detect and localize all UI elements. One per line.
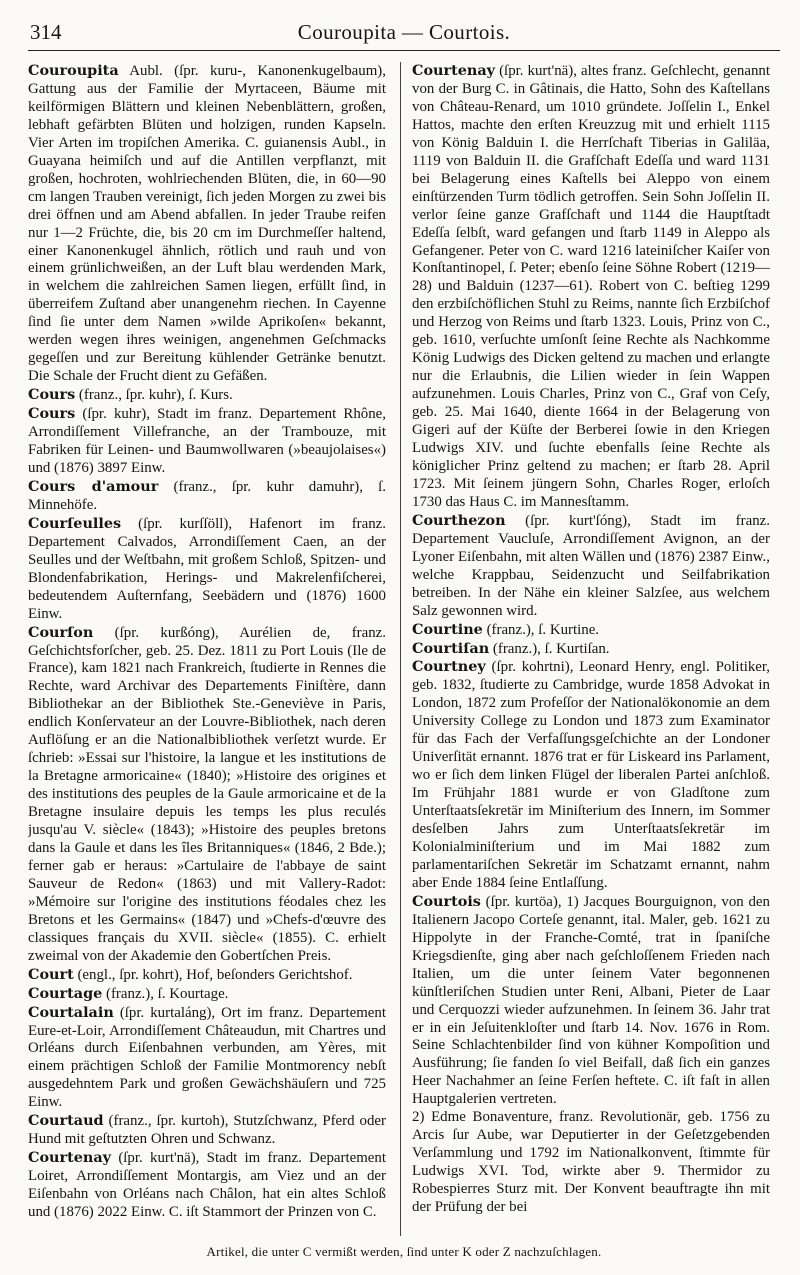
page-footer-note: Artikel, die unter C vermißt werden, ſind unter K oder Z nachzuſchlagen. bbox=[206, 1244, 602, 1259]
entry-headword: Cours d'amour bbox=[28, 477, 159, 495]
entry-headword: Couroupita bbox=[28, 62, 119, 79]
left-column bbox=[28, 62, 386, 1236]
running-title: Couroupita — Courtois. bbox=[297, 20, 511, 44]
entry-headword: Cours bbox=[28, 386, 76, 404]
dictionary-entry bbox=[412, 1109, 770, 1217]
entry-headword: Courſeulles bbox=[28, 514, 122, 532]
entry-text: (ſpr. kurtöa), 1) Jacques Bourguignon, von den Italienern Jacopo Corteſe genannt, ital. Maler, geb. 1621 zu Hippolyte in der Franche-Comté, trat in ſpaniſche Kriegsdienſte, ging aber nach geſchloſſenem Frieden nach Italien, um die unter ſeinem Vater begonnenen künſtleriſchen Studien unter Reni, Albani, Pieter de Laar und Cerquozzi wieder aufzunehmen. In ſeinem 36. Jahr trat er in ein Jeſuitenkloſter und ſtarb 14. Nov. 1676 in Rom. Seine Schlachtenbilder ſind von kühner Kompoſition und Ausführung; ſie fanden ſo viel Beifall, daß ſich ein ganzes Heer Nachahmer an ſeine Ferſen heftete. C. iſt faſt in allen Hauptgalerien vertreten. bbox=[412, 893, 770, 1108]
entry-text: (franz., ſpr. kurtoh), Stutzſchwanz, Pferd oder Hund mit geſtutzten Ohren und Schwanz. bbox=[28, 1113, 386, 1148]
entry-headword: Courtney bbox=[412, 658, 486, 676]
entry-text: (ſpr. kohrtni), Leonard Henry, engl. Politiker, geb. 1832, ſtudierte zu Cambridge, wurde 1858 Advokat in London, 1872 zum Profeſſor der Nationalökonomie an dem University College zu London und 1873 zum Examinator für das Fach der Verfaſſungsgeſchichte an der Londoner Univerſität ernannt. 1876 trat er für Liskeard ins Parlament, wo er ſich dem linken Flügel der liberalen Partei anſchloß. Im Frühjahr 1881 wurde er von Gladſtone zum Unterſtaatsſekretär im Miniſterium des Innern, im Sommer desſelben Jahrs zum Unterſtaatsſekretär im Kolonialminiſterium und im Mai 1882 zum parlamentariſchen Sekretär im Schatzamt ernannt, nahm aber Ende 1884 ſeine Entlaſſung. bbox=[412, 659, 770, 891]
dictionary-entry bbox=[28, 405, 386, 478]
entry-text: (franz.), ſ. Kurtine. bbox=[482, 621, 600, 638]
dictionary-entry bbox=[28, 1004, 386, 1113]
entry-text: (ſpr. kurt'ſóng), Stadt im franz. Departement Vaucluſe, Arrondiſſement Avignon, an der Lyoner Eiſenbahn, mit alten Wällen und (1876) 2387 Einw., welche Krappbau, Seidenzucht und Seilfabrikation betreiben. In der Nähe ein kleiner Salzſee, aus welchem Salz gewonnen wird. bbox=[412, 512, 770, 619]
dictionary-entry bbox=[28, 386, 386, 405]
entry-headword: Courtenay bbox=[412, 62, 496, 79]
entry-headword: Courtaud bbox=[28, 1112, 104, 1130]
dictionary-entry bbox=[28, 515, 386, 624]
entry-text: (franz., ſpr. kuhr damuhr), ſ. Minnehöfe. bbox=[28, 478, 386, 513]
dictionary-entry bbox=[28, 1149, 386, 1222]
entry-text: (ſpr. kurt'nä), altes franz. Geſchlecht, genannt von der Burg C. in Gâtinais, die Hatto, Sohn des Kaſtellans von Château-Renard, um 1010 gründete. Joſſelin I., Enkel Hattos, machte den erſten Kreuzzug mit und erhielt 1115 von König Balduin I. die Herrſchaft Tiberias in Galiläa, 1119 von Balduin II. die Grafſchaft Edeſſa und ward 1131 bei Belagerung eines Kaſtells bei Aleppo von einem einſtürzenden Turm tödlich getroffen. Sein Sohn Joſſelin II. verlor ſeine ganze Grafſchaft und 1144 die Hauptſtadt Edeſſa ſelbſt, ward gefangen und ſtarb 1149 in Aleppo als Gefangener. Peter von C. ward 1216 lateiniſcher Kaiſer von Konſtantinopel, ſ. Peter; ebenſo ſeine Söhne Robert (1219—28) und Balduin (1237—61). Robert von C. beſtieg 1299 den erzbiſchöflichen Stuhl zu Reims, nannte ſich Erzbiſchof und Herzog von Reims und ſtarb 1323. Louis, Prinz von C., geb. 1610, verſuchte umſonſt ſeine Rechte als Nachkomme König Ludwigs des Dicken geltend zu machen und erlangte nur die Erlaubnis, die Lilien wieder in ſein Wappen aufzunehmen. Louis Charles, Prinz von C., Graf von Ceſy, geb. 25. Mai 1640, diente 1664 in der Belagerung von Gigeri auf der Küſte der Berberei ſowie in den Kriegen Ludwigs XIV. und ſuchte ebenfalls ſeine Rechte als königlicher Prinz geltend zu machen; er ſtarb 28. April 1723. Mit ſeinem jüngern Sohn, Charles Roger, erloſch 1730 das Haus C. im Mannesſtamm. bbox=[412, 63, 770, 510]
entry-text: Aubl. (ſpr. kuru-, Kanonenkugelbaum), Gattung aus der Familie der Myrtaceen, Bäume mit keilförmigen Blättern und kleinen Nebenblättern, großen, lebhaft gefärbten Blüten und holzigen, runden Kapseln. Vier Arten im tropiſchen Amerika. C. guianensis Aubl., in Guayana heimiſch und auf die Antillen verpflanzt, mit großen, hochroten, wohlriechenden Blüten, die, in 60—90 cm langen Trauben vereinigt, ſich jeden Morgen zu zwei bis drei öffnen und am Abend abfallen. In jeder Traube reifen nur 1—2 Früchte, die, bis 20 cm im Durchmeſſer haltend, einer Kanonenkugel ähnlich, rötlich und rauh und von einem grünlichweißen, an der Luft blau werdenden Mark, in welchem die zahlreichen Samen liegen, erfüllt ſind, in überreifem Zuſtand aber unangenehm riechen. In Cayenne ſind ſie unter dem Namen »wilde Aprikoſen« bekannt, werden wegen ihres weinigen, angenehmen Geſchmacks gegeſſen und zur Bereitung kühlender Getränke benutzt. Die Schale der Frucht dient zu Gefäßen. bbox=[28, 63, 386, 385]
entry-headword: Courtalain bbox=[28, 1003, 114, 1021]
entry-headword: Courtois bbox=[412, 892, 481, 910]
entry-headword: Courthezon bbox=[412, 511, 506, 529]
dictionary-entry bbox=[28, 478, 386, 515]
entry-text: (franz.), ſ. Kurtiſan. bbox=[489, 640, 610, 657]
entry-text: (ſpr. kurſſöll), Hafenort im franz. Departement Calvados, Arrondiſſement Caen, an der Seulles und der Weſtbahn, mit großem Schloß, Spitzen- und Blondenfabrikation, Herings- und Makrelenfiſcherei, bedeutendem Auſternfang, Seebädern und (1876) 1600 Einw. bbox=[28, 515, 386, 622]
entry-text: 2) Edme Bonaventure, franz. Revolutionär, geb. 1756 zu Arcis ſur Aube, war Deputierter in der Geſetzgebenden Verſammlung und 1792 im Nationalkonvent, ſtimmte für Ludwigs XVI. Tod, wirkte aber 9. Thermidor zu Robespierres Sturz mit. Der Konvent beauftragte ihn mit der Prüfung der bei bbox=[412, 1109, 770, 1216]
right-column bbox=[412, 62, 770, 1236]
dictionary-entry bbox=[28, 966, 386, 985]
dictionary-entry bbox=[28, 624, 386, 966]
dictionary-entry bbox=[412, 621, 770, 640]
entry-headword: Cours bbox=[28, 405, 76, 423]
entry-headword: Courtage bbox=[28, 984, 103, 1002]
entry-text: (ſpr. kurt'nä), Stadt im franz. Departement Loiret, Arrondiſſement Montargis, am Viez und an der Eiſenbahn von Orléans nach Châlon, hat ein altes Schloß und (1876) 2022 Einw. C. iſt Stammort der Prinzen von C. bbox=[28, 1150, 386, 1221]
dictionary-entry bbox=[412, 893, 770, 1109]
entry-headword: Courtine bbox=[412, 620, 483, 638]
dictionary-entry bbox=[412, 62, 770, 512]
entry-text: (ſpr. kurßóng), Aurélien de, franz. Geſchichtsforſcher, geb. 25. Dez. 1811 zu Port Louis (Ile de France), kam 1821 nach Frankreich, ſtudierte in Rennes die Rechte, ward Archivar des Departements Finiſtère, dann Bibliothekar an der Bibliothek Ste.-Geneviève in Paris, endlich Konſervateur an der Louvre-Bibliothek, nach deren Auflöſung er an die Nationalbibliothek verſetzt wurde. Er ſchrieb: »Essai sur l'histoire, la langue et les institutions de la Bretagne armoricaine« (1840); »Histoire des origines et des institutions des peuples de la Gaule armoricaine et de la Bretagne insulaire depuis les temps les plus reculés jusqu'au V. siècle« (1843); »Histoire des peuples bretons dans la Gaule et dans les îles Britanniques« (1846, 2 Bde.); ferner gab er heraus: »Cartulaire de l'abbaye de saint Sauveur de Redon« (1863) und mit Vallery-Radot: »Mémoire sur l'origine des institutions féodales chez les Bretons et les Germains« (1847) und »Chefs-d'œuvre des classiques français du XVII. siècle« (1855). C. erhielt zweimal von der Akademie den Gobertſchen Preis. bbox=[28, 624, 386, 964]
entry-text: (engl., ſpr. kohrt), Hof, beſonders Gerichtshof. bbox=[73, 966, 353, 983]
entry-text: (franz., ſpr. kuhr), ſ. Kurs. bbox=[75, 387, 233, 404]
page-header bbox=[28, 10, 780, 51]
column-divider bbox=[400, 62, 401, 1236]
dictionary-entry bbox=[412, 640, 770, 659]
entry-text: (ſpr. kurtaláng), Ort im franz. Departement Eure-et-Loir, Arrondiſſement Châteaudun, mit Chartres und Orléans durch Eiſenbahnen verbunden, am Yères, mit einem prächtigen Schloß der Familie Montmorency nebſt ausgedehntem Park und großen Gewächshäuſern und 725 Einw. bbox=[28, 1004, 386, 1111]
entry-headword: Courſon bbox=[28, 623, 94, 641]
page-number: 314 bbox=[30, 20, 62, 44]
dictionary-entry bbox=[412, 512, 770, 621]
entry-headword: Courtenay bbox=[28, 1149, 112, 1167]
entry-text: (ſpr. kuhr), Stadt im franz. Departement Rhône, Arrondiſſement Villefranche, an der Trambouze, mit Fabriken für Leinen- und Baumwollwaren (»beaujolaises«) und (1876) 3897 Einw. bbox=[28, 406, 386, 476]
dictionary-entry bbox=[28, 62, 386, 386]
dictionary-entry bbox=[412, 658, 770, 892]
entry-headword: Courtiſan bbox=[412, 639, 490, 657]
entry-text: (franz.), ſ. Kourtage. bbox=[102, 985, 229, 1002]
dictionary-entry bbox=[28, 985, 386, 1004]
dictionary-entry bbox=[28, 1112, 386, 1149]
entry-headword: Court bbox=[28, 965, 74, 983]
